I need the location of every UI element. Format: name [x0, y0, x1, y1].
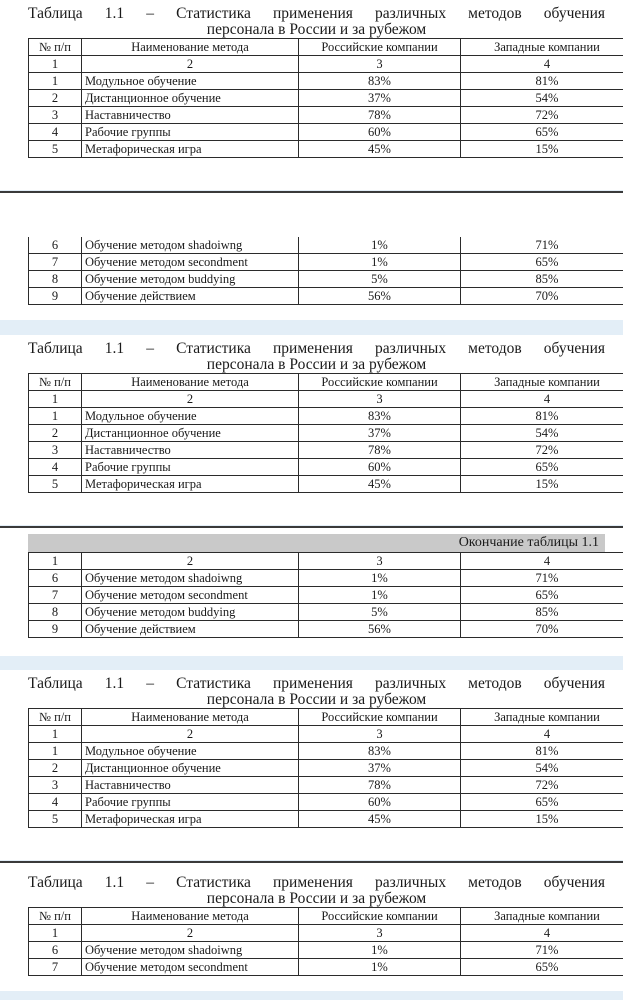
method-name: Обучение действием	[82, 621, 299, 638]
column-number: 3	[299, 553, 461, 570]
table-row	[29, 288, 623, 305]
table-row	[29, 124, 623, 141]
row-number: 6	[29, 570, 82, 587]
column-number-row	[29, 925, 623, 942]
western-value: 71%	[461, 237, 623, 254]
russian-value: 45%	[299, 811, 461, 828]
method-name: Обучение действием	[82, 288, 299, 305]
row-number: 1	[29, 408, 82, 425]
row-number: 4	[29, 124, 82, 141]
russian-value: 83%	[299, 73, 461, 90]
column-number: 3	[299, 726, 461, 743]
western-value: 15%	[461, 476, 623, 493]
method-name: Обучение методом secondment	[82, 959, 299, 976]
column-number-row	[29, 726, 623, 743]
column-number: 4	[461, 726, 623, 743]
header-cell: Наименование метода	[82, 374, 299, 391]
western-value: 72%	[461, 777, 623, 794]
western-value: 54%	[461, 90, 623, 107]
data-table	[28, 237, 623, 305]
continuation-label: Окончание таблицы 1.1	[28, 534, 605, 552]
row-number: 9	[29, 621, 82, 638]
row-number: 1	[29, 743, 82, 760]
panel-6	[0, 863, 623, 991]
table-row	[29, 90, 623, 107]
method-name: Метафорическая игра	[82, 476, 299, 493]
row-number: 9	[29, 288, 82, 305]
header-cell: Российские компании	[299, 39, 461, 56]
column-number: 4	[461, 553, 623, 570]
western-value: 85%	[461, 604, 623, 621]
method-name: Рабочие группы	[82, 794, 299, 811]
header-row	[29, 908, 623, 925]
data-table	[28, 552, 623, 638]
method-name: Обучение методом buddying	[82, 604, 299, 621]
table-caption: Таблица 1.1 – Статистика применения различных методов обучения	[28, 5, 605, 22]
table-row	[29, 107, 623, 124]
western-value: 81%	[461, 408, 623, 425]
data-table	[28, 907, 623, 976]
column-number: 4	[461, 925, 623, 942]
russian-value: 45%	[299, 141, 461, 158]
column-number: 4	[461, 56, 623, 73]
western-value: 81%	[461, 743, 623, 760]
column-number: 1	[29, 726, 82, 743]
russian-value: 83%	[299, 408, 461, 425]
table-caption: Таблица 1.1 – Статистика применения различных методов обучения	[28, 874, 605, 891]
table-row	[29, 794, 623, 811]
western-value: 72%	[461, 107, 623, 124]
panel-3	[0, 335, 623, 525]
row-number: 1	[29, 73, 82, 90]
header-cell: № п/п	[29, 374, 82, 391]
western-value: 70%	[461, 621, 623, 638]
russian-value: 1%	[299, 587, 461, 604]
header-cell: № п/п	[29, 39, 82, 56]
method-name: Наставничество	[82, 107, 299, 124]
western-value: 85%	[461, 271, 623, 288]
russian-value: 45%	[299, 476, 461, 493]
column-number: 3	[299, 925, 461, 942]
western-value: 65%	[461, 587, 623, 604]
western-value: 71%	[461, 570, 623, 587]
table-row	[29, 942, 623, 959]
row-number: 3	[29, 442, 82, 459]
table-row	[29, 141, 623, 158]
table-row	[29, 476, 623, 493]
method-name: Обучение методом secondment	[82, 587, 299, 604]
russian-value: 1%	[299, 959, 461, 976]
column-number: 2	[82, 553, 299, 570]
table-row	[29, 425, 623, 442]
data-table	[28, 708, 623, 828]
header-cell: Наименование метода	[82, 709, 299, 726]
western-value: 70%	[461, 288, 623, 305]
method-name: Обучение методом shadoiwng	[82, 237, 299, 254]
method-name: Метафорическая игра	[82, 141, 299, 158]
method-name: Обучение методом shadoiwng	[82, 570, 299, 587]
data-table	[28, 373, 623, 493]
row-number: 2	[29, 425, 82, 442]
table-row	[29, 777, 623, 794]
method-name: Рабочие группы	[82, 459, 299, 476]
table-row	[29, 621, 623, 638]
western-value: 72%	[461, 442, 623, 459]
table-caption: Таблица 1.1 – Статистика применения различных методов обучения	[28, 340, 605, 357]
table-caption: Таблица 1.1 – Статистика применения различных методов обучения	[28, 675, 605, 692]
table-row	[29, 459, 623, 476]
method-name: Обучение методом secondment	[82, 254, 299, 271]
row-number: 2	[29, 90, 82, 107]
row-number: 8	[29, 604, 82, 621]
method-name: Обучение методом shadoiwng	[82, 942, 299, 959]
header-cell: Западные компании	[461, 39, 623, 56]
table-row	[29, 959, 623, 976]
russian-value: 1%	[299, 570, 461, 587]
russian-value: 37%	[299, 760, 461, 777]
header-cell: Российские компании	[299, 709, 461, 726]
column-number: 3	[299, 391, 461, 408]
russian-value: 60%	[299, 459, 461, 476]
panel-5	[0, 670, 623, 860]
header-row	[29, 709, 623, 726]
header-cell: Западные компании	[461, 709, 623, 726]
russian-value: 78%	[299, 777, 461, 794]
russian-value: 60%	[299, 124, 461, 141]
column-number: 1	[29, 553, 82, 570]
header-cell: Западные компании	[461, 908, 623, 925]
header-cell: Российские компании	[299, 374, 461, 391]
table-row	[29, 811, 623, 828]
header-cell: Российские компании	[299, 908, 461, 925]
western-value: 71%	[461, 942, 623, 959]
russian-value: 56%	[299, 288, 461, 305]
row-number: 5	[29, 141, 82, 158]
table-row	[29, 237, 623, 254]
method-name: Дистанционное обучение	[82, 90, 299, 107]
column-number: 1	[29, 391, 82, 408]
russian-value: 37%	[299, 90, 461, 107]
western-value: 15%	[461, 811, 623, 828]
header-row	[29, 39, 623, 56]
method-name: Метафорическая игра	[82, 811, 299, 828]
western-value: 65%	[461, 459, 623, 476]
method-name: Рабочие группы	[82, 124, 299, 141]
table-caption-line2: персонала в России и за рубежом	[206, 21, 427, 38]
data-table	[28, 38, 623, 158]
row-number: 2	[29, 760, 82, 777]
western-value: 81%	[461, 73, 623, 90]
russian-value: 1%	[299, 254, 461, 271]
column-number: 2	[82, 391, 299, 408]
method-name: Дистанционное обучение	[82, 425, 299, 442]
row-number: 5	[29, 811, 82, 828]
russian-value: 78%	[299, 442, 461, 459]
panel-4	[0, 528, 623, 656]
table-caption-line2: персонала в России и за рубежом	[206, 356, 427, 373]
column-number: 4	[461, 391, 623, 408]
column-number-row	[29, 56, 623, 73]
russian-value: 5%	[299, 271, 461, 288]
column-number: 3	[299, 56, 461, 73]
table-row	[29, 271, 623, 288]
column-number: 1	[29, 56, 82, 73]
panel-2	[0, 193, 623, 320]
method-name: Дистанционное обучение	[82, 760, 299, 777]
header-cell: № п/п	[29, 908, 82, 925]
row-number: 5	[29, 476, 82, 493]
row-number: 6	[29, 237, 82, 254]
russian-value: 1%	[299, 942, 461, 959]
row-number: 4	[29, 794, 82, 811]
western-value: 54%	[461, 760, 623, 777]
western-value: 65%	[461, 124, 623, 141]
panel-1	[0, 0, 623, 190]
column-number: 2	[82, 56, 299, 73]
method-name: Наставничество	[82, 442, 299, 459]
table-row	[29, 587, 623, 604]
table-row	[29, 254, 623, 271]
western-value: 65%	[461, 959, 623, 976]
table-row	[29, 408, 623, 425]
header-cell: Наименование метода	[82, 908, 299, 925]
header-cell: № п/п	[29, 709, 82, 726]
russian-value: 37%	[299, 425, 461, 442]
western-value: 65%	[461, 254, 623, 271]
russian-value: 5%	[299, 604, 461, 621]
header-cell: Наименование метода	[82, 39, 299, 56]
russian-value: 56%	[299, 621, 461, 638]
method-name: Модульное обучение	[82, 73, 299, 90]
row-number: 8	[29, 271, 82, 288]
row-number: 3	[29, 107, 82, 124]
method-name: Модульное обучение	[82, 743, 299, 760]
western-value: 15%	[461, 141, 623, 158]
column-number: 2	[82, 726, 299, 743]
table-caption-line2: персонала в России и за рубежом	[206, 890, 427, 907]
russian-value: 1%	[299, 237, 461, 254]
russian-value: 60%	[299, 794, 461, 811]
western-value: 65%	[461, 794, 623, 811]
western-value: 54%	[461, 425, 623, 442]
column-number-row	[29, 391, 623, 408]
russian-value: 78%	[299, 107, 461, 124]
column-number: 1	[29, 925, 82, 942]
header-cell: Западные компании	[461, 374, 623, 391]
row-number: 4	[29, 459, 82, 476]
row-number: 7	[29, 959, 82, 976]
row-number: 7	[29, 254, 82, 271]
table-row	[29, 73, 623, 90]
table-row	[29, 604, 623, 621]
column-number-row	[29, 553, 623, 570]
row-number: 6	[29, 942, 82, 959]
method-name: Обучение методом buddying	[82, 271, 299, 288]
row-number: 3	[29, 777, 82, 794]
table-caption-line2: персонала в России и за рубежом	[206, 691, 427, 708]
russian-value: 83%	[299, 743, 461, 760]
table-row	[29, 570, 623, 587]
row-number: 7	[29, 587, 82, 604]
column-number: 2	[82, 925, 299, 942]
method-name: Наставничество	[82, 777, 299, 794]
table-row	[29, 743, 623, 760]
header-row	[29, 374, 623, 391]
table-row	[29, 760, 623, 777]
table-row	[29, 442, 623, 459]
method-name: Модульное обучение	[82, 408, 299, 425]
